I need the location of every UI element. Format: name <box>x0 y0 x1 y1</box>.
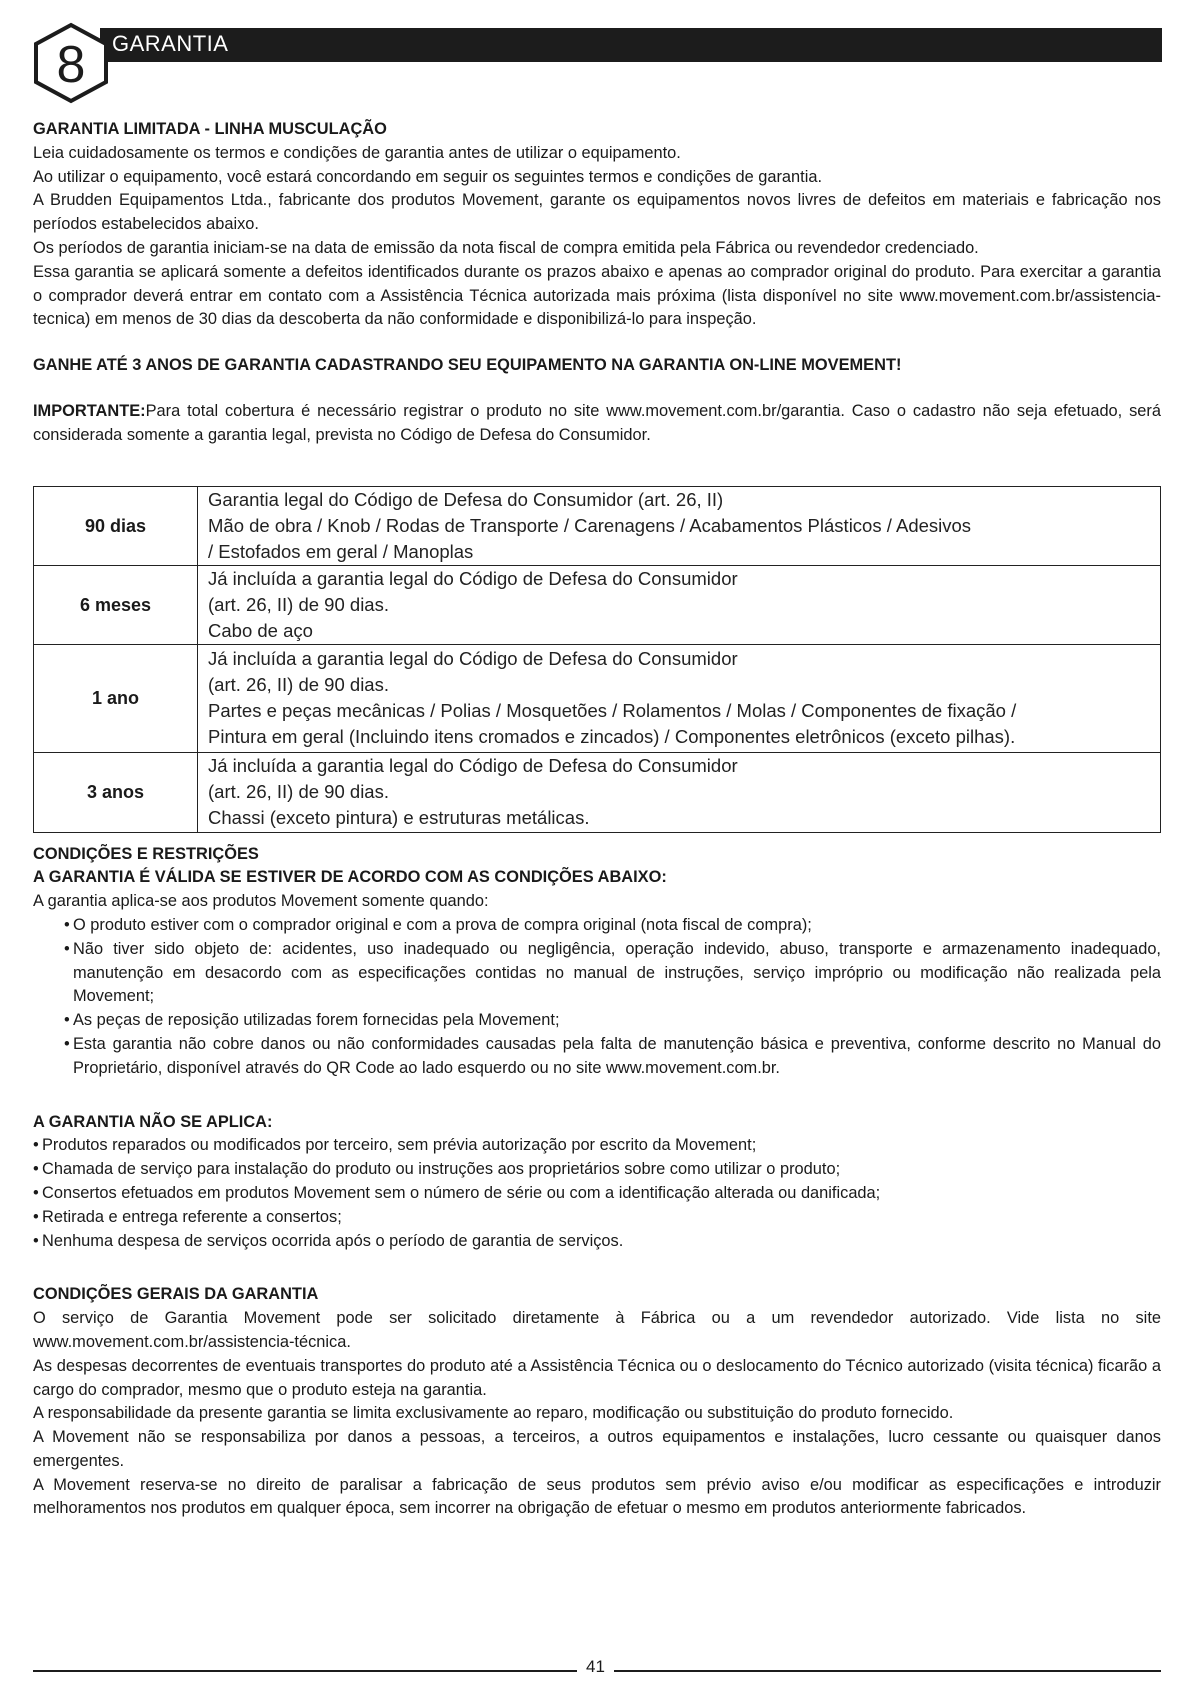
period-cell: 1 ano <box>34 644 198 752</box>
description-cell <box>198 486 1161 565</box>
list-item: • Retirada e entrega referente a consertos; <box>42 1206 1161 1230</box>
description-line: / Estofados em geral / Manoplas <box>208 540 474 562</box>
footer-rule-left <box>33 1670 577 1672</box>
list-item: • Não tiver sido objeto de: acidentes, uso inadequado ou negligência, operação indevido, abuso, transporte e armazenamento inadequado, manutenção em desacordo com as especificações contidas no manual de instruções, serviço impróprio ou modificação não realizada pela Movement; <box>73 938 1161 1009</box>
description-line: Pintura em geral (Incluindo itens cromados e zincados) / Componentes eletrônicos (exceto pilhas). <box>208 726 1016 748</box>
warranty-content <box>33 118 1161 1521</box>
table-row <box>34 486 1161 565</box>
table-row <box>34 752 1161 832</box>
list-item: • As peças de reposição utilizadas forem fornecidas pela Movement; <box>73 1009 1161 1033</box>
footer-rule-right <box>614 1670 1161 1672</box>
description-line: (art. 26, II) de 90 dias. <box>208 674 389 696</box>
online-warranty-promo: GANHE ATÉ 3 ANOS DE GARANTIA CADASTRANDO SEU EQUIPAMENTO NA GARANTIA ON-LINE MOVEMENT! <box>33 356 902 375</box>
limited-paragraph: Leia cuidadosamente os termos e condições de garantia antes de utilizar o equipamento. <box>33 143 681 162</box>
period-cell: 90 dias <box>34 486 198 565</box>
description-line: Já incluída a garantia legal do Código de Defesa do Consumidor <box>208 648 738 670</box>
table-row <box>34 644 1161 752</box>
period-cell: 6 meses <box>34 565 198 644</box>
description-line: Partes e peças mecânicas / Polias / Mosquetões / Rolamentos / Molas / Componentes de fixação / <box>208 700 1017 722</box>
description-line: Já incluída a garantia legal do Código de Defesa do Consumidor <box>208 567 738 589</box>
limited-paragraph: Ao utilizar o equipamento, você estará concordando em seguir os seguintes termos e condições de garantia. <box>33 167 823 186</box>
not-applicable-list <box>33 1134 1161 1253</box>
description-cell <box>198 752 1161 832</box>
list-item: • Chamada de serviço para instalação do produto ou instruções aos proprietários sobre como utilizar o produto; <box>42 1158 1161 1182</box>
description-cell <box>198 565 1161 644</box>
chapter-number: 8 <box>56 36 86 94</box>
general-paragraph: A responsabilidade da presente garantia se limita exclusivamente ao reparo, modificação ou substituição do produto fornecido. <box>33 1404 954 1423</box>
description-line: Cabo de aço <box>208 619 313 641</box>
limited-paragraph: Os períodos de garantia iniciam-se na data de emissão da nota fiscal de compra emitida pela Fábrica ou revendedor credenciado. <box>33 238 979 257</box>
description-line: Mão de obra / Knob / Rodas de Transporte / Carenagens / Acabamentos Plásticos / Adesivos <box>208 514 972 536</box>
description-line: (art. 26, II) de 90 dias. <box>208 593 389 615</box>
list-item: • Esta garantia não cobre danos ou não conformidades causadas pela falta de manutenção básica e preventiva, conforme descrito no Manual do Proprietário, disponível através do QR Code ao lado esquerdo ou no site www.movement.com.br. <box>73 1033 1161 1081</box>
description-line: (art. 26, II) de 90 dias. <box>208 781 389 803</box>
description-line: Chassi (exceto pintura) e estruturas metálicas. <box>208 807 590 829</box>
important-label: IMPORTANTE: <box>33 401 146 420</box>
conditions-heading: CONDIÇÕES E RESTRIÇÕES <box>33 844 259 863</box>
limited-paragraph: A Brudden Equipamentos Ltda., fabricante dos produtos Movement, garante os equipamentos novos livres de defeitos em materiais e fabricação nos períodos estabelecidos abaixo. <box>33 191 1161 234</box>
not-applicable-heading: A GARANTIA NÃO SE APLICA: <box>33 1112 273 1131</box>
list-item: • Consertos efetuados em produtos Movement sem o número de série ou com a identificação alterada ou danificada; <box>42 1182 1161 1206</box>
important-note <box>33 400 1161 448</box>
chapter-hexagon-badge <box>30 22 112 104</box>
period-cell: 3 anos <box>34 752 198 832</box>
important-text: Para total cobertura é necessário registrar o produto no site www.movement.com.br/garantia. Caso o cadastro não seja efetuado, será considerada somente a garantia legal, prevista no Código de Defesa do Consumidor. <box>33 401 1161 444</box>
section-title: GARANTIA <box>112 31 229 56</box>
conditions-list <box>33 914 1161 1081</box>
description-line: Garantia legal do Código de Defesa do Consumidor (art. 26, II) <box>208 488 724 510</box>
table-row <box>34 565 1161 644</box>
conditions-intro: A garantia aplica-se aos produtos Movement somente quando: <box>33 892 489 911</box>
general-conditions-heading: CONDIÇÕES GERAIS DA GARANTIA <box>33 1285 319 1304</box>
conditions-subheading: A GARANTIA É VÁLIDA SE ESTIVER DE ACORDO COM AS CONDIÇÕES ABAIXO: <box>33 868 667 887</box>
page-number: 41 <box>586 1657 605 1676</box>
general-paragraph: A Movement não se responsabiliza por danos a pessoas, a terceiros, a outros equipamentos e instalações, lucro cessante ou quaisquer danos emergentes. <box>33 1428 1161 1470</box>
list-item: • Produtos reparados ou modificados por terceiro, sem prévia autorização por escrito da Movement; <box>42 1134 1161 1158</box>
limited-warranty-heading: GARANTIA LIMITADA - LINHA MUSCULAÇÃO <box>33 120 387 138</box>
section-header-bar <box>100 28 1162 62</box>
limited-paragraph: Essa garantia se aplicará somente a defeitos identificados durante os prazos abaixo e apenas ao comprador original do produto. Para exercitar a garantia o comprador deverá entrar em contato com a Assistência Técnica autorizada mais próxima (lista disponível no site www.movement.com.br/assistencia-tecnica) em menos de 30 dias da descoberta da não conformidade e disponibilizá-lo para inspeção. <box>33 262 1161 329</box>
general-paragraph: As despesas decorrentes de eventuais transportes do produto até a Assistência Técnica ou o deslocamento do Técnico autorizado (visita técnica) ficarão a cargo do comprador, mesmo que o produto esteja na garantia. <box>33 1356 1161 1399</box>
list-item: • O produto estiver com o comprador original e com a prova de compra original (nota fiscal de compra); <box>73 914 1161 938</box>
list-item: • Nenhuma despesa de serviços ocorrida após o período de garantia de serviços. <box>42 1230 1161 1254</box>
description-line: Já incluída a garantia legal do Código de Defesa do Consumidor <box>208 755 738 777</box>
description-cell <box>198 644 1161 752</box>
warranty-periods-table <box>33 486 1161 833</box>
general-paragraph: O serviço de Garantia Movement pode ser solicitado diretamente à Fábrica ou a um revendedor autorizado. Vide lista no site www.movement.com.br/assistencia-técnica. <box>33 1309 1161 1351</box>
general-paragraph: A Movement reserva-se no direito de paralisar a fabricação de seus produtos sem prévio aviso e/ou modificar as especificações e introduzir melhoramentos nos produtos em qualquer época, sem incorrer na obrigação de efetuar o mesmo em produtos anteriormente fabricados. <box>33 1475 1161 1518</box>
